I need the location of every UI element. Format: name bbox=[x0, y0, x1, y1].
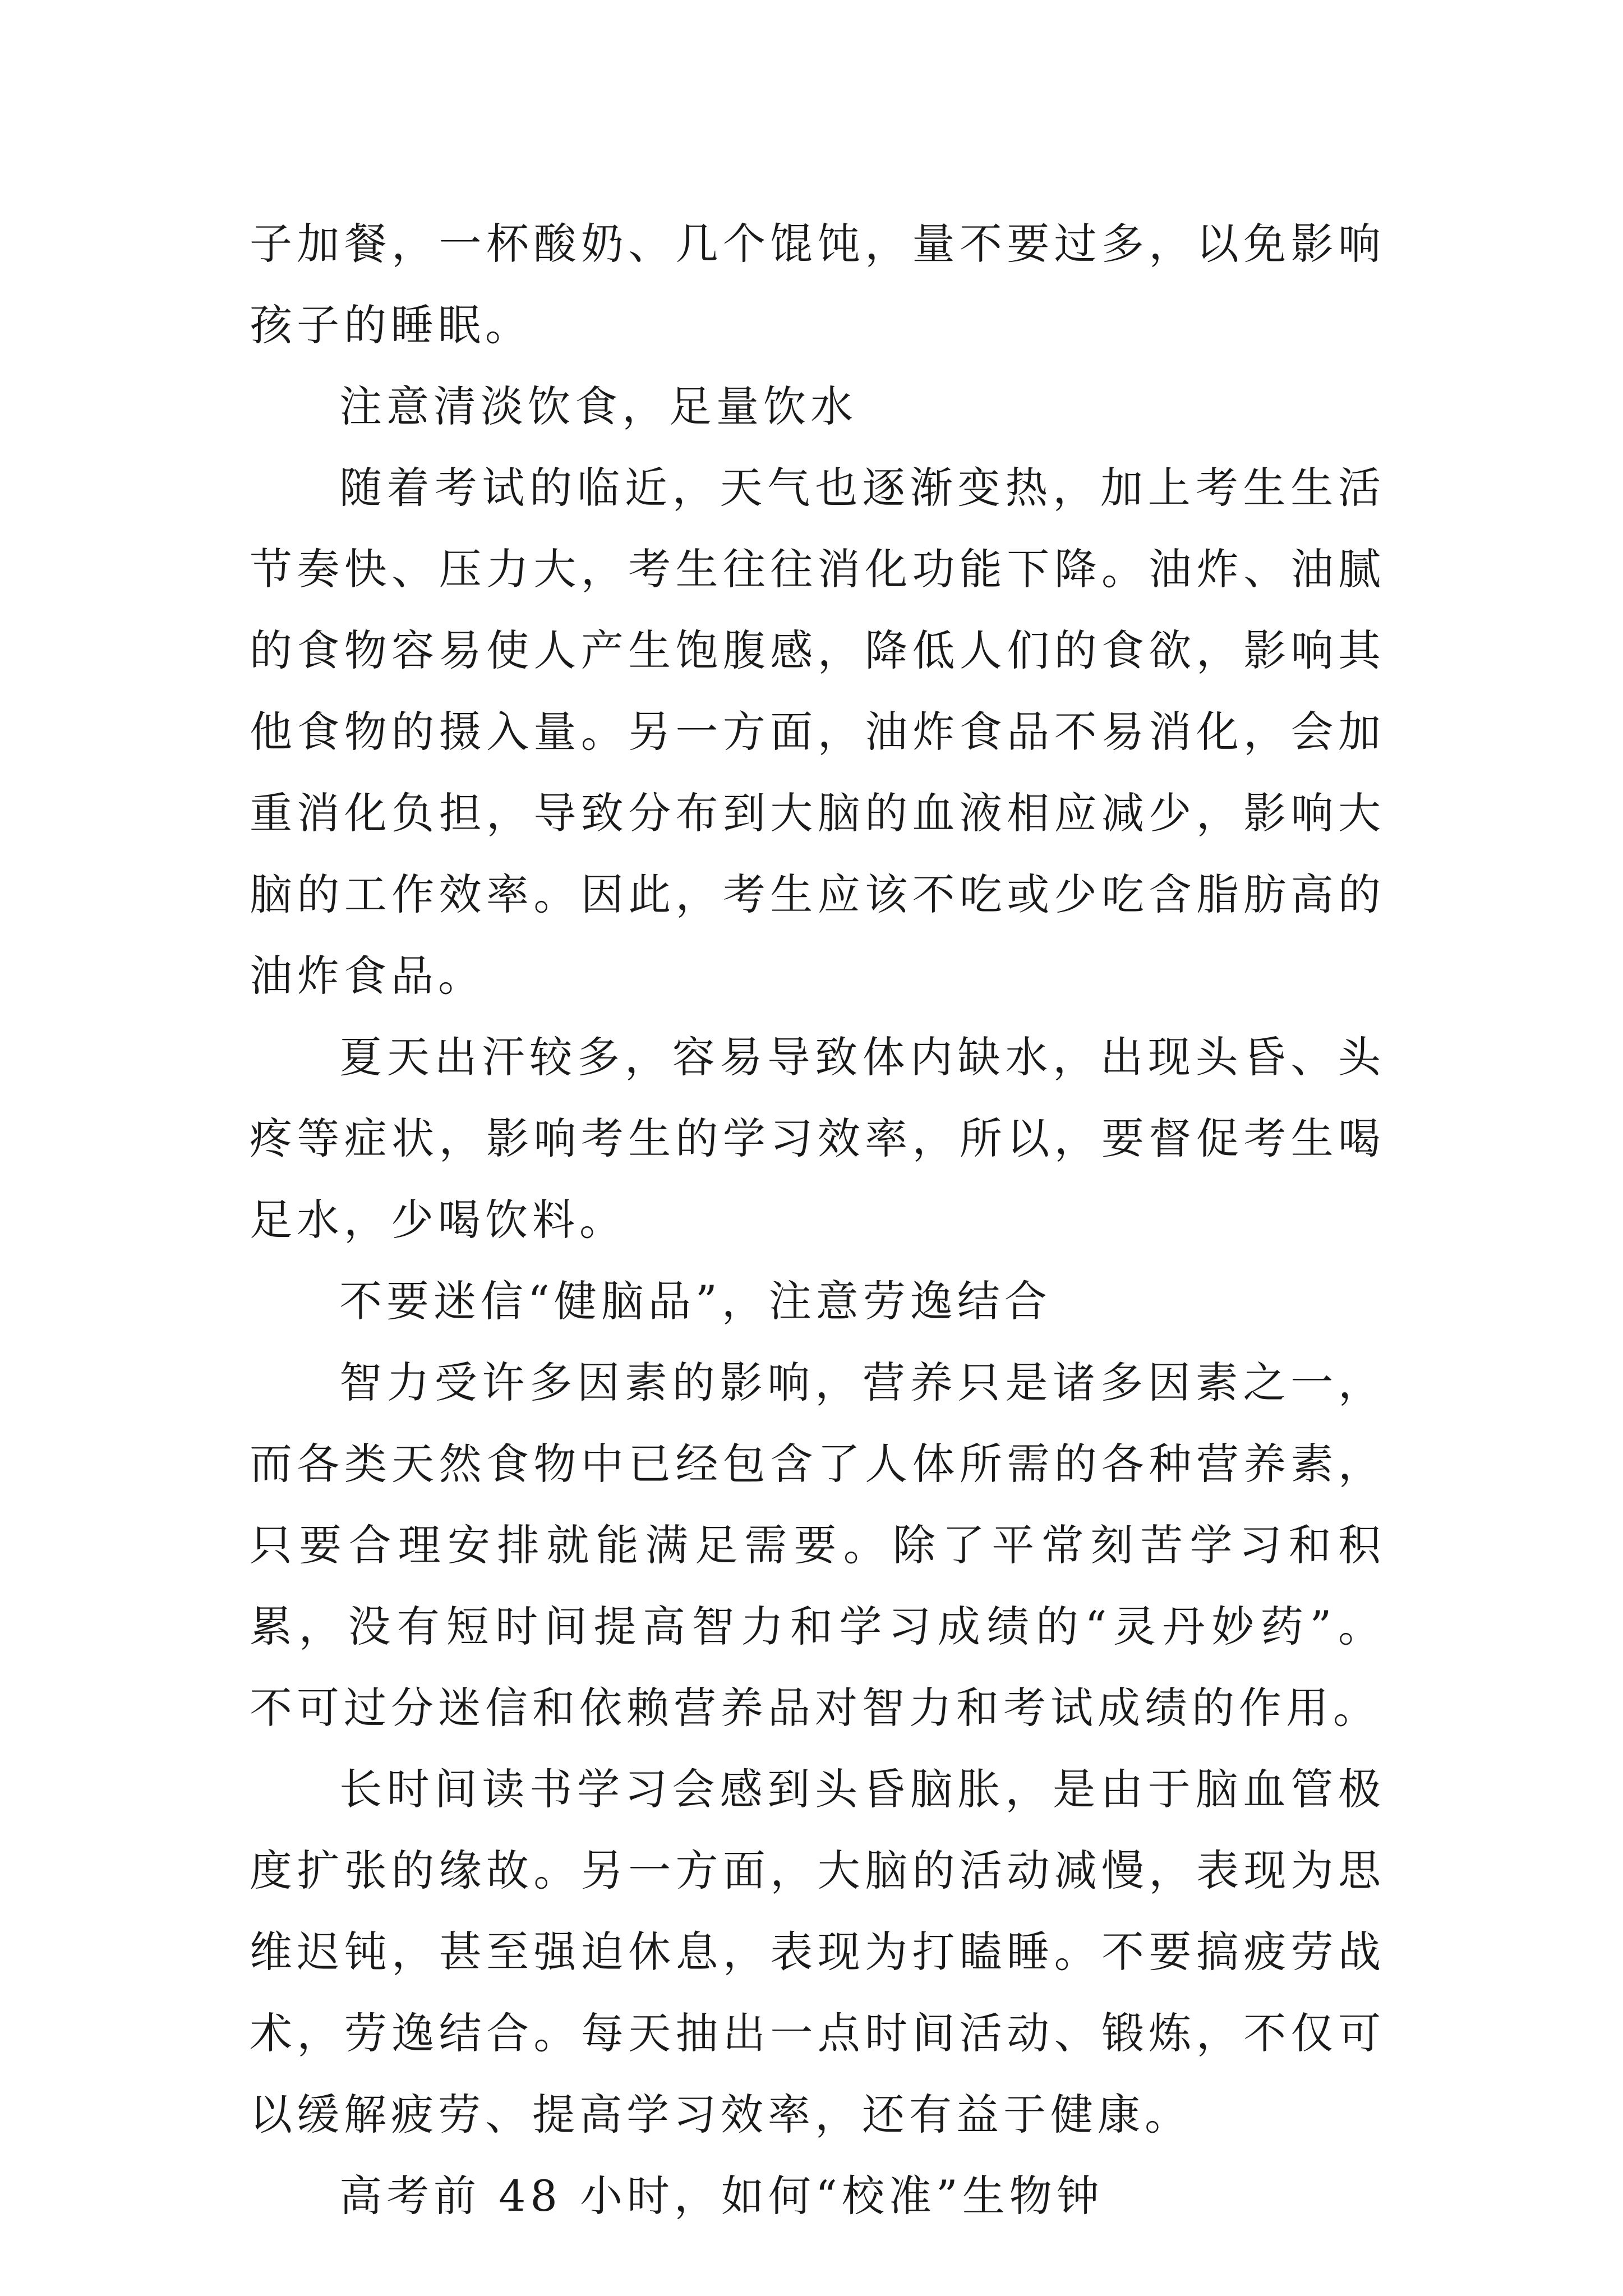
document-body bbox=[250, 203, 1385, 2237]
paragraph-continuation: 子加餐，一杯酸奶、几个馄饨，量不要过多，以免影响孩子的睡眠。 bbox=[250, 219, 1385, 350]
paragraph-hydration: 夏天出汗较多，容易导致体内缺水，出现头昏、头疼等症状，影响考生的学习效率，所以，要督促考生喝足水，少喝饮料。 bbox=[250, 1032, 1385, 1245]
paragraph-intelligence-nutrition: 智力受许多因素的影响，营养只是诸多因素之一，而各类天然食物中已经包含了人体所需的各种营养素，只要合理安排就能满足需要。除了平常刻苦学习和积累，没有短时间提高智力和学习成绩的“灵丹妙药”。不可过分迷信和依赖营养品对智力和考试成绩的作用。 bbox=[250, 1358, 1385, 1733]
section-heading-biological-clock: 高考前 48 小时，如何“校准”生物钟 bbox=[339, 2171, 1104, 2221]
section-heading-light-diet: 注意清淡饮食，足量饮水 bbox=[339, 381, 857, 431]
paragraph-rest-balance: 长时间读书学习会感到头昏脑胀，是由于脑血管极度扩张的缘故。另一方面，大脑的活动减慢，表现为思维迟钝，甚至强迫休息，表现为打瞌睡。不要搞疲劳战术，劳逸结合。每天抽出一点时间活动、锻炼，不仅可以缓解疲劳、提高学习效率，还有益于健康。 bbox=[250, 1764, 1385, 2139]
paragraph-oily-food: 随着考试的临近，天气也逐渐变热，加上考生生活节奏快、压力大，考生往往消化功能下降。油炸、油腻的食物容易使人产生饱腹感，降低人们的食欲，影响其他食物的摄入量。另一方面，油炸食品不易消化，会加重消化负担，导致分布到大脑的血液相应减少，影响大脑的工作效率。因此，考生应该不吃或少吃含脂肪高的油炸食品。 bbox=[250, 463, 1385, 1001]
section-heading-brain-supplements: 不要迷信“健脑品”，注意劳逸结合 bbox=[339, 1276, 1052, 1326]
